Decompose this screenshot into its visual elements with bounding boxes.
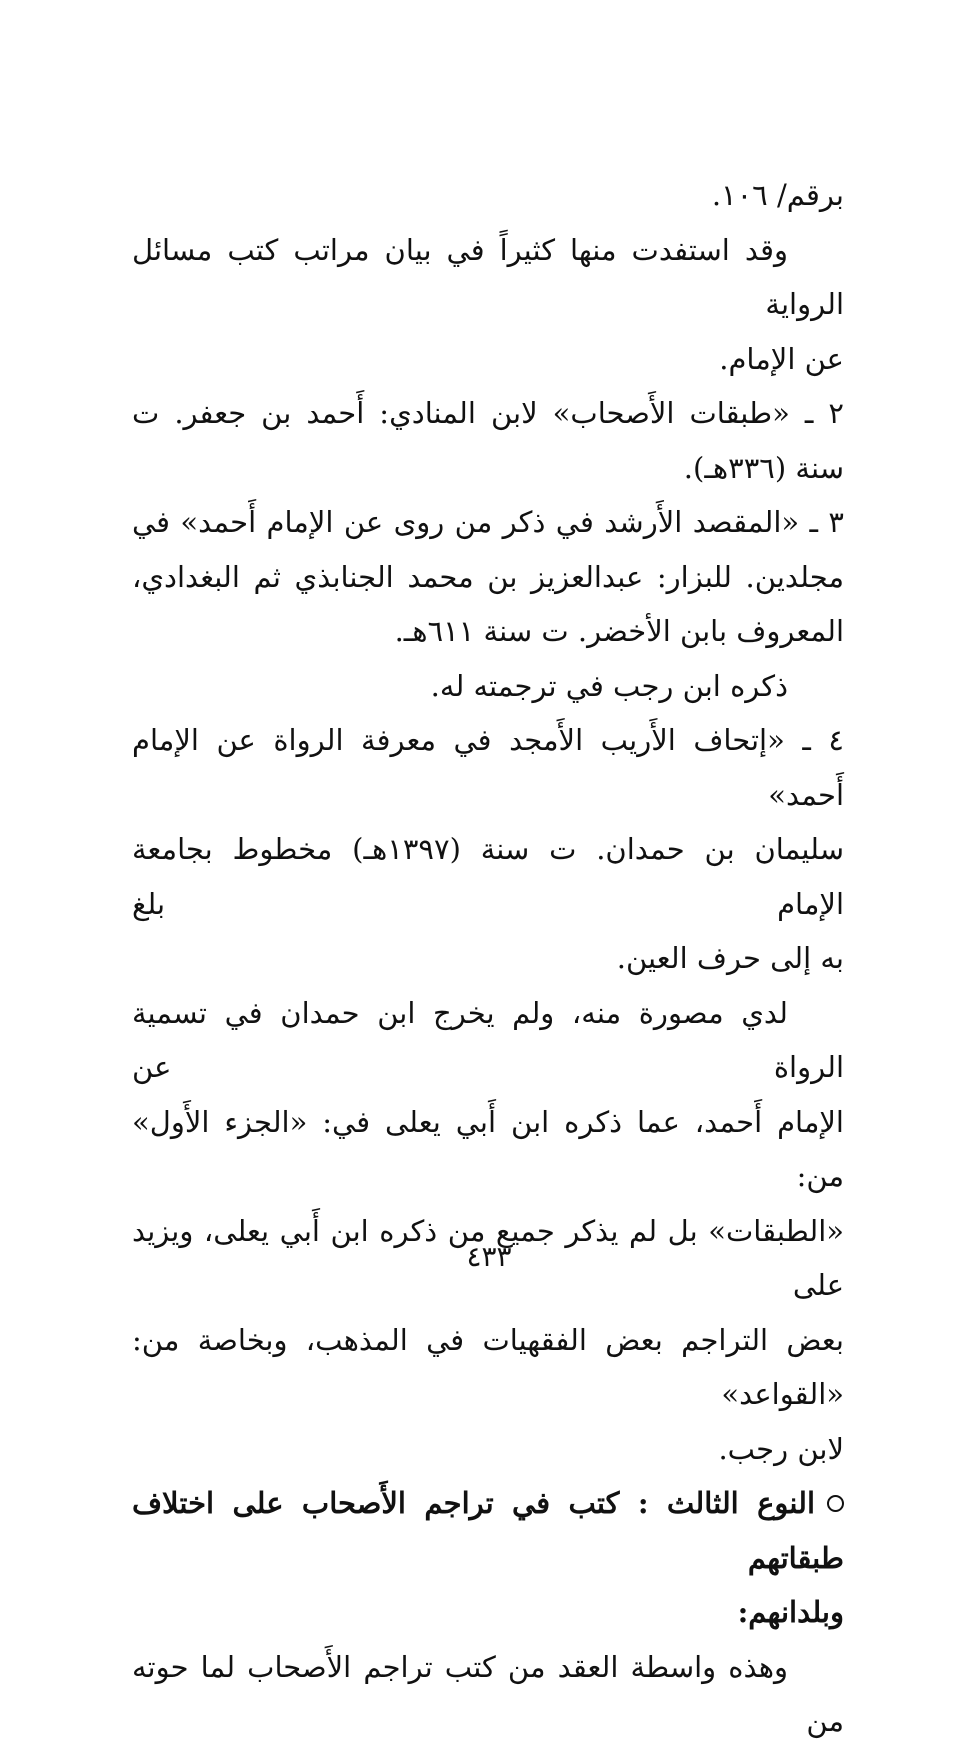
text-line-12: به إلى حرف العين. bbox=[616, 941, 844, 975]
text-line-11: سليمان بن حمدان. ت سنة (١٣٩٧هـ) مخطوط بجامعة الإمام بلغ bbox=[132, 832, 844, 921]
text-line-1: برقم/ ١٠٦. bbox=[711, 178, 844, 212]
text-line-6: ٣ ـ «المقصد الأَرشد في ذكر من روى عن الإمام أَحمد» في bbox=[132, 505, 844, 539]
text-line-15: «الطبقات» بل لم يذكر جميع من ذكره ابن أَبي يعلى، ويزيد على bbox=[132, 1213, 844, 1302]
text-line-10: ٤ ـ «إتحاف الأَريب الأَمجد في معرفة الرواة عن الإمام أَحمد» bbox=[132, 723, 844, 812]
text-line-5: سنة (٣٣٦هـ). bbox=[683, 450, 844, 485]
text-line-17: لابن رجب. bbox=[718, 1431, 844, 1466]
text-line-7: مجلدين. للبزار: عبدالعزيز بن محمد الجنابذي ثم البغدادي، bbox=[132, 559, 844, 594]
text-line-2: وقد استفدت منها كثيراً في بيان مراتب كتب مسائل الرواية bbox=[132, 232, 844, 321]
text-line-3: عن الإمام. bbox=[719, 341, 844, 376]
body-text bbox=[132, 168, 844, 1749]
section-heading-continued: وبلدانهم: bbox=[737, 1595, 844, 1629]
text-line-9: ذكره ابن رجب في ترجمته له. bbox=[430, 668, 788, 703]
section-heading-text: النوع الثالث : كتب في تراجم الأَصحاب على اختلاف طبقاتهم bbox=[132, 1486, 844, 1575]
circle-bullet-icon bbox=[827, 1495, 844, 1512]
text-line-14: الإمام أَحمد، عما ذكره ابن أَبي يعلى في: «الجزء الأَول» من: bbox=[132, 1104, 844, 1193]
text-line-20: وهذه واسطة العقد من كتب تراجم الأَصحاب لما حوته من bbox=[132, 1649, 844, 1738]
text-line-8: المعروف بابن الأخضر. ت سنة ٦١١هـ. bbox=[394, 614, 844, 648]
text-line-4: ٢ ـ «طبقات الأَصحاب» لابن المنادي: أَحمد بن جعفر. ت bbox=[132, 396, 844, 430]
page-number: ٤٣٣ bbox=[466, 1240, 512, 1273]
text-line-16: بعض التراجم بعض الفقهيات في المذهب، وبخاصة من: «القواعد» bbox=[132, 1322, 844, 1411]
section-heading bbox=[132, 1476, 844, 1585]
text-line-13: لدي مصورة منه، ولم يخرج ابن حمدان في تسمية الرواة عن bbox=[132, 995, 844, 1084]
